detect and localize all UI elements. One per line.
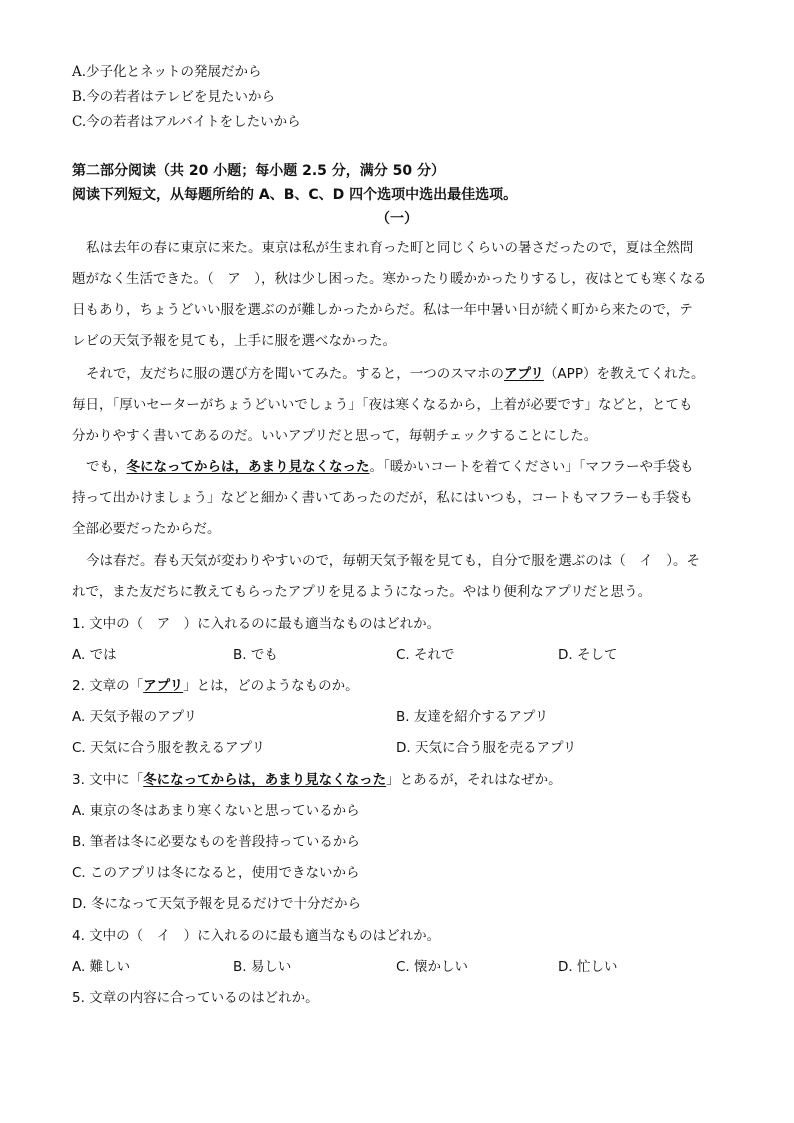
passage-line: 分かりやすく書いてあるのだ。いいアプリだと思って，毎朝チェックすることにした。 xyxy=(72,428,598,444)
question-stem: 4. 文中の（ イ ）に入れるのに最も適当なものはどれか。 xyxy=(72,928,441,944)
option-b[interactable]: B. 易しい xyxy=(233,959,292,975)
passage-line: 私は去年の春に東京に来た。東京は私が生まれ育った町と同じくらいの暑さだったので，夏は全然問 xyxy=(86,240,694,256)
passage-text: （APP）を教えてくれた。 xyxy=(543,366,705,382)
underlined-phrase: 冬になってからは，あまり見なくなった xyxy=(143,772,387,788)
question-text: 2. 文章の「 xyxy=(72,678,144,694)
option-c[interactable]: C. それで xyxy=(396,647,455,663)
passage-line: 持って出かけましょう」などと細かく書いてあったのだが，私にはいつも，コートもマフラーも手袋も xyxy=(72,490,693,506)
prev-option-c: C.今の若者はアルバイトをしたいから xyxy=(72,114,301,130)
option-d[interactable]: D. 忙しい xyxy=(558,959,618,975)
option-a[interactable]: A. 難しい xyxy=(72,959,131,975)
passage-line: レビの天気予報を見ても，上手に服を選べなかった。 xyxy=(72,333,396,349)
passage-line: 日もあり，ちょうどいい服を選ぶのが難しかったからだ。私は一年中暑い日が続く町から来たので，テ xyxy=(72,302,693,318)
option-a[interactable]: A. では xyxy=(72,647,117,663)
option-b[interactable]: B. 筆者は冬に必要なものを普段持っているから xyxy=(72,834,360,850)
option-c[interactable]: C. 天気に合う服を教えるアプリ xyxy=(72,740,265,756)
section-instruction: 阅读下列短文，从每题所给的 A、B、C、D 四个选项中选出最佳选项。 xyxy=(72,187,518,203)
question-text: 」とあるが，それはなぜか。 xyxy=(386,772,562,788)
option-d[interactable]: D. 冬になって天気予報を見るだけで十分だから xyxy=(72,896,361,912)
option-a[interactable]: A. 東京の冬はあまり寒くないと思っているから xyxy=(72,803,360,819)
question-stem: 5. 文章の内容に合っているのはどれか。 xyxy=(72,990,319,1006)
passage-line xyxy=(86,459,694,475)
question-text: 3. 文中に「 xyxy=(72,772,144,788)
prev-option-b: B.今の若者はテレビを見たいから xyxy=(72,89,275,105)
option-b[interactable]: B. 友達を紹介するアプリ xyxy=(396,709,549,725)
underlined-term-app: アプリ xyxy=(503,366,544,382)
passage-line: 毎日，「厚いセーターがちょうどいいでしょう」「夜は寒くなるから，上着が必要です」などと，とても xyxy=(72,397,693,413)
option-d[interactable]: D. 天気に合う服を売るアプリ xyxy=(396,740,577,756)
passage-line: 題がなく生活できた。（ ア ），秋は少し困った。寒かったり暖かかったりするし，夜はとても寒くなる xyxy=(72,271,707,287)
question-stem xyxy=(72,678,359,694)
option-d[interactable]: D. そして xyxy=(558,647,618,663)
passage-text: 。「暖かいコートを着てください」「マフラーや手袋も xyxy=(369,459,694,475)
underlined-phrase: 冬になってからは，あまり見なくなった xyxy=(126,459,370,475)
question-text: 」とは，どのようなものか。 xyxy=(183,678,359,694)
question-stem xyxy=(72,772,562,788)
underlined-term-app: アプリ xyxy=(143,678,184,694)
option-a[interactable]: A. 天気予報のアプリ xyxy=(72,709,198,725)
option-b[interactable]: B. でも xyxy=(233,647,278,663)
option-c[interactable]: C. このアプリは冬になると，使用できないから xyxy=(72,865,360,881)
option-c[interactable]: C. 懐かしい xyxy=(396,959,469,975)
passage-text: でも， xyxy=(86,459,127,475)
passage-line xyxy=(86,366,704,382)
passage-line: 今は春だ。春も天気が変わりやすいので，毎朝天気予報を見ても，自分で服を選ぶのは（ イ ）。そ xyxy=(86,553,700,569)
prev-option-a: A.少子化とネットの発展だから xyxy=(72,64,262,80)
passage-number: （一） xyxy=(376,211,418,227)
passage-line: 全部必要だったからだ。 xyxy=(72,521,221,537)
section-title: 第二部分阅读（共 20 小题；每小题 2.5 分，满分 50 分） xyxy=(72,163,446,179)
question-stem: 1. 文中の（ ア ）に入れるのに最も適当なものはどれか。 xyxy=(72,616,441,632)
passage-line: れで，また友だちに教えてもらったアプリを見るようになった。やはり便利なアプリだと思う。 xyxy=(72,584,652,600)
passage-text: それで，友だちに服の選び方を聞いてみた。すると，一つのスマホの xyxy=(86,366,504,382)
